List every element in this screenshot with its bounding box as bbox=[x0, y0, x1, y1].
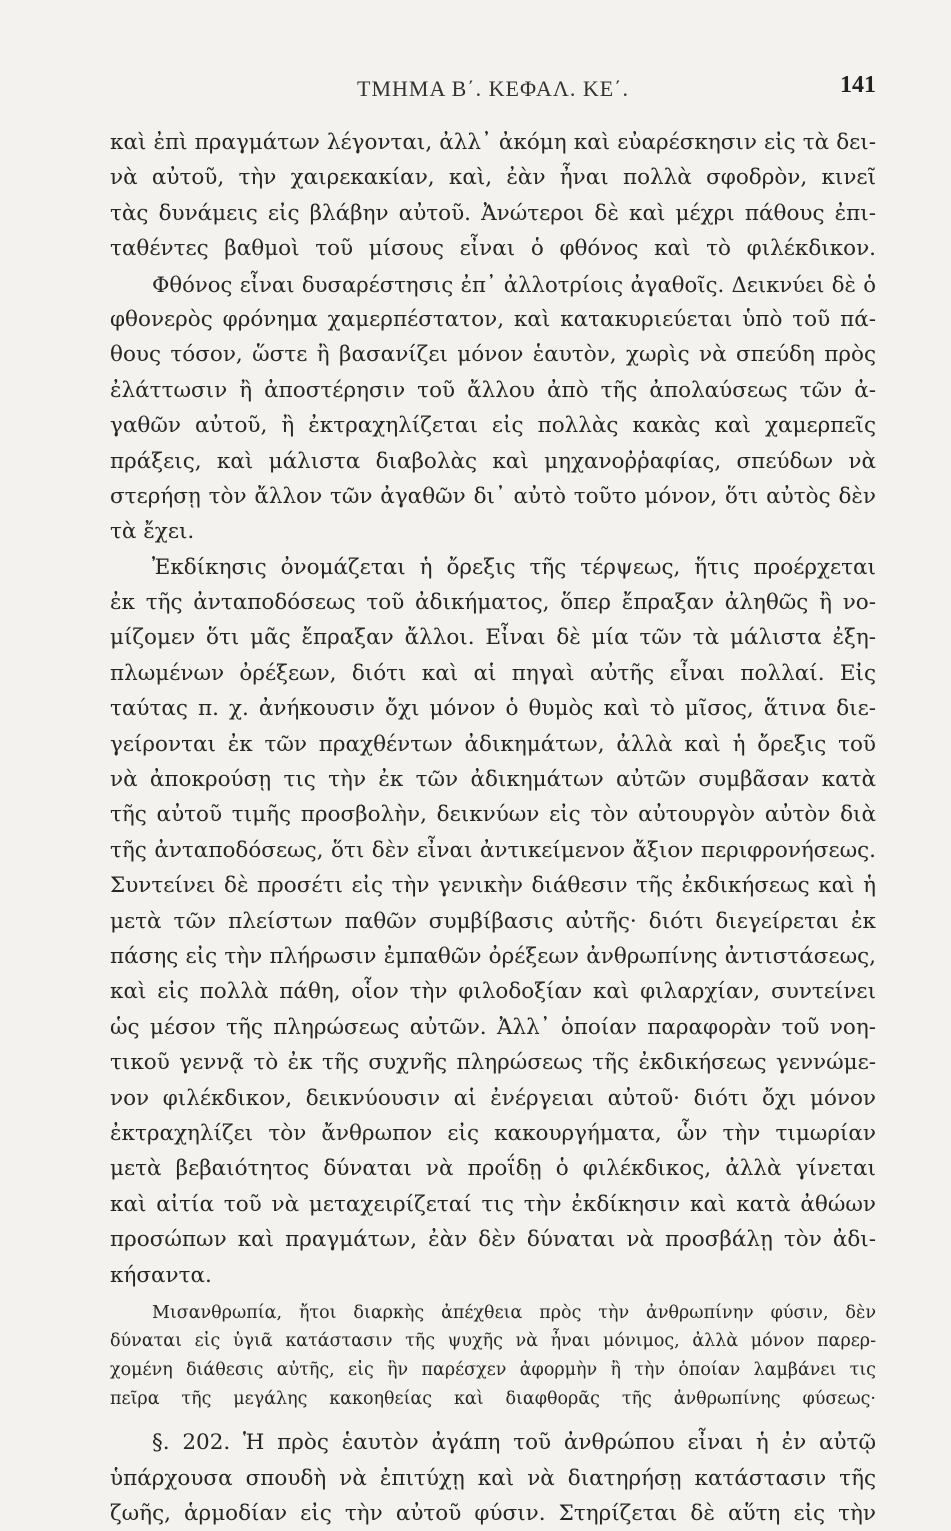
text-line: μετὰ τῶν πλείστων παθῶν συμβίβασις αὐτῆς· διότι διεγείρεται ἐκ bbox=[110, 908, 876, 934]
text-line: Συντείνει δὲ προσέτι εἰς τὴν γενικὴν διάθεσιν τῆς ἐκδικήσεως καὶ ἡ bbox=[110, 873, 876, 899]
text-line: νὰ αὐτοῦ, τὴν χαιρεκακίαν, καὶ, ἐὰν ἦναι πολλὰ σφοδρὸν, κινεῖ bbox=[110, 165, 876, 191]
section-line: §. 202. Ἡ πρὸς ἑαυτὸν ἀγάπη τοῦ ἀνθρώπου εἶναι ἡ ἐν αὐτῷ bbox=[152, 1430, 876, 1456]
text-line: τῆς ἀνταποδόσεως, ὅτι δὲν εἶναι ἀντικείμενον ἄξιον περιφρονήσεως. bbox=[110, 837, 876, 863]
section-line: ὑπάρχουσα σπουδὴ νὰ ἐπιτύχῃ καὶ νὰ διατηρήσῃ κατάστασιν τῆς bbox=[110, 1465, 876, 1491]
note-line: δύναται εἰς ὑγιᾶ κατάστασιν τῆς ψυχῆς νὰ ἦναι μόνιμος, ἀλλὰ μόνον παρερ- bbox=[110, 1331, 876, 1352]
text-line: φθονερὸς φρόνημα χαμερπέστατον, καὶ κατακυριεύεται ὑπὸ τοῦ πά- bbox=[110, 306, 876, 332]
text-line: ἐκ τῆς ἀνταποδόσεως τοῦ ἀδικήματος, ὅπερ ἔπραξαν ἀληθῶς ἢ νο- bbox=[110, 590, 876, 616]
text-line: τικοῦ γεννᾷ τὸ ἐκ τῆς συχνῆς πληρώσεως τῆς ἐκδικήσεως γεννώμε- bbox=[110, 1050, 876, 1076]
text-line: νον φιλέκδικον, δεικνύουσιν αἱ ἐνέργειαι αὐτοῦ· διότι ὄχι μόνον bbox=[110, 1085, 876, 1111]
text-line: ἐλάττωσιν ἢ ἀποστέρησιν τοῦ ἄλλου ἀπὸ τῆς ἀπολαύσεως τῶν ἀ- bbox=[110, 377, 876, 403]
text-line: καὶ εἰς πολλὰ πάθη, οἷον τὴν φιλοδοξίαν καὶ φιλαρχίαν, συντείνει bbox=[110, 979, 876, 1005]
text-line: μετὰ βεβαιότητος δύναται νὰ προΐδῃ ὁ φιλέκδικος, ἀλλὰ γίνεται bbox=[110, 1156, 876, 1182]
text-line: νὰ ἀποκρούσῃ τις τὴν ἐκ τῶν ἀδικημάτων αὐτῶν συμβᾶσαν κατὰ bbox=[110, 767, 876, 793]
text-line: τῆς αὐτοῦ τιμῆς προσβολὴν, δεικνύων εἰς τὸν αὐτουργὸν αὐτὸν διὰ bbox=[110, 802, 876, 828]
text-line: πράξεις, καὶ μάλιστα διαβολὰς καὶ μηχανοῤῥαφίας, σπεύδων νὰ bbox=[110, 448, 876, 474]
text-line: ταθέντες βαθμοὶ τοῦ μίσους εἶναι ὁ φθόνος καὶ τὸ φιλέκδικον. bbox=[110, 236, 876, 262]
text-line: κήσαντα. bbox=[110, 1262, 212, 1288]
note-misanthropy bbox=[110, 1299, 876, 1413]
text-line: στερήσῃ τὸν ἄλλον τῶν ἀγαθῶν δι᾽ αὐτὸ τοῦτο μόνον, ὅτι αὐτὸς δὲν bbox=[110, 483, 876, 509]
page-number: 141 bbox=[840, 72, 876, 98]
note-line: χομένη διάθεσις αὐτῆς, εἰς ἣν παρέσχεν ἀφορμὴν ἢ τὴν ὁποίαν λαμβάνει τις bbox=[110, 1360, 876, 1381]
page-header bbox=[110, 72, 876, 116]
text-line: πάσης εἰς τὴν πλήρωσιν ἐμπαθῶν ὀρέξεων ἀνθρωπίνης ἀντιστάσεως, bbox=[110, 943, 876, 969]
note-line: πεῖρα τῆς μεγάλης κακοηθείας καὶ διαφθορᾶς τῆς ἀνθρωπίνης φύσεως· bbox=[110, 1388, 876, 1409]
text-line: ταύτας π. χ. ἀνήκουσιν ὄχι μόνον ὁ θυμὸς καὶ τὸ μῖσος, ἅτινα διε- bbox=[110, 696, 876, 722]
text-line: Ἐκδίκησις ὀνομάζεται ἡ ὄρεξις τῆς τέρψεως, ἥτις προέρχεται bbox=[152, 554, 876, 580]
text-line: γείρονται ἐκ τῶν πραχθέντων ἀδικημάτων, ἀλλὰ καὶ ἡ ὄρεξις τοῦ bbox=[110, 731, 876, 757]
text-line: τὰς δυνάμεις εἰς βλάβην αὐτοῦ. Ἀνώτεροι δὲ καὶ μέχρι πάθους ἐπι- bbox=[110, 200, 876, 226]
text-line: γαθῶν αὐτοῦ, ἢ ἐκτραχηλίζεται εἰς πολλὰς κακὰς καὶ χαμερπεῖς bbox=[110, 413, 876, 439]
text-line: θους τόσον, ὥστε ἢ βασανίζει μόνον ἑαυτὸν, χωρὶς νὰ σπεύδη πρὸς bbox=[110, 342, 876, 368]
text-line: πλωμένων ὀρέξεων, διότι καὶ αἱ πηγαὶ αὐτῆς εἶναι πολλαί. Εἰς bbox=[110, 660, 876, 686]
section-202 bbox=[110, 1425, 876, 1531]
text-line: προσώπων καὶ πραγμάτων, ἐὰν δὲν δύναται νὰ προσβάλῃ τὸν ἀδι- bbox=[110, 1227, 876, 1253]
text-line: τὰ ἔχει. bbox=[110, 519, 195, 545]
text-line: καὶ ἐπὶ πραγμάτων λέγονται, ἀλλ᾽ ἀκόμη καὶ εὐαρέσκησιν εἰς τὰ δει- bbox=[110, 130, 876, 155]
text-line: ἐκτραχηλίζει τὸν ἄνθρωπον εἰς κακουργήματα, ὧν τὴν τιμωρίαν bbox=[110, 1120, 876, 1146]
text-line: Φθόνος εἶναι δυσαρέστησις ἐπ᾽ ἀλλοτρίοις ἀγαθοῖς. Δεικνύει δὲ ὁ bbox=[152, 271, 876, 297]
text-line: μίζομεν ὅτι μᾶς ἔπραξαν ἄλλοι. Εἶναι δὲ μία τῶν τὰ μάλιστα ἐξη- bbox=[110, 625, 876, 651]
section-line: ζωῆς, ἁρμοδίαν εἰς τὴν αὐτοῦ φύσιν. Στηρίζεται δὲ αὕτη εἰς τὴν bbox=[110, 1501, 876, 1527]
text-line: καὶ αἰτία τοῦ νὰ μεταχειρίζεταί τις τὴν ἐκδίκησιν καὶ κατὰ ἀθώων bbox=[110, 1191, 876, 1217]
running-head: ΤΜΗΜΑ Β΄. ΚΕΦΑΛ. ΚΕ΄. bbox=[357, 76, 629, 101]
note-line: Μισανθρωπία, ἤτοι διαρκὴς ἀπέχθεια πρὸς τὴν ἀνθρωπίνην φύσιν, δὲν bbox=[152, 1302, 876, 1323]
body-text bbox=[110, 125, 876, 1531]
paragraph-1 bbox=[110, 125, 876, 267]
paragraph-revenge bbox=[110, 550, 876, 1293]
paragraph-envy bbox=[110, 267, 876, 550]
text-line: ὡς μέσον τῆς πληρώσεως αὐτῶν. Ἀλλ᾽ ὁποίαν παραφορὰν τοῦ νοη- bbox=[110, 1014, 876, 1040]
